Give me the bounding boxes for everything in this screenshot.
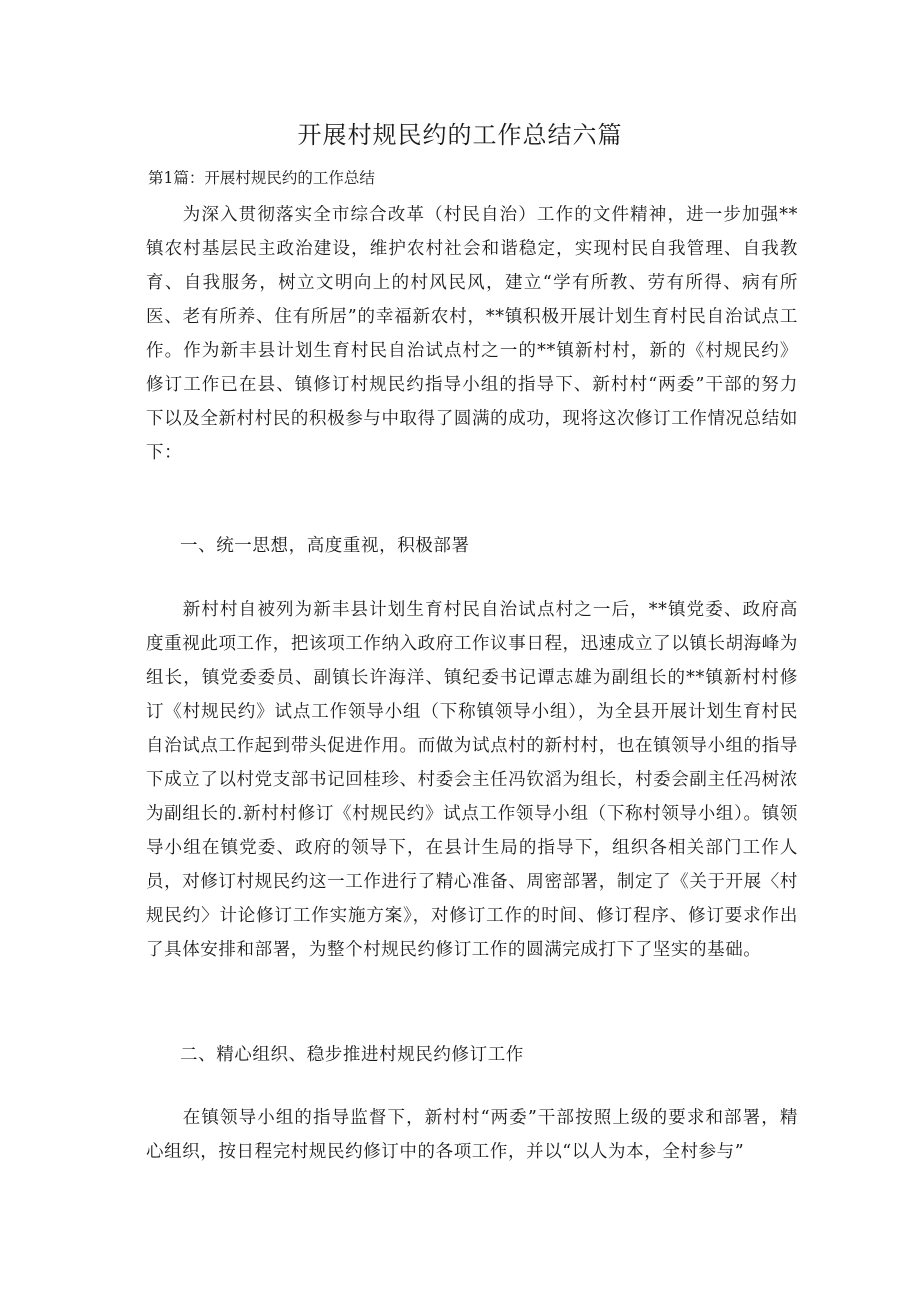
section-heading-1: 一、统一思想，高度重视，积极部署 <box>180 536 470 556</box>
section-heading-2: 二、精心组织、稳步推进村规民约修订工作 <box>180 1045 524 1065</box>
intro-paragraph: 为深入贯彻落实全市综合改革（村民自治）工作的文件精神，进一步加强**镇农村基层民主政治建设，维护农村社会和谐稳定，实现村民自我管理、自我教育、自我服务，树立文明向上的村风民风，建立“学有所教、劳有所得、病有所医、老有所养、住有所居”的幸福新农村，**镇积极开展计划生育村民自治试点工作。作为新丰县计划生育村民自治试点村之一的**镇新村村，新的《村规民约》修订工作已在县、镇修订村规民约指导小组的指导下、新村村“两委”干部的努力下以及全新村村民的积极参与中取得了圆满的成功，现将这次修订工作情况总结如下： <box>146 205 798 463</box>
section-label: 第1篇：开展村规民约的工作总结 <box>148 169 375 187</box>
section-2-paragraph: 在镇领导小组的指导监督下，新村村“两委”干部按照上级的要求和部署，精心组织，按日程完村规民约修订中的各项工作，并以“以人为本，全村参与” <box>146 1108 798 1162</box>
section-1-paragraph: 新村村自被列为新丰县计划生育村民自治试点村之一后，**镇党委、政府高度重视此项工作，把该项工作纳入政府工作议事日程，迅速成立了以镇长胡海峰为组长，镇党委委员、副镇长许海洋、镇纪委书记谭志雄为副组长的**镇新村村修订《村规民约》试点工作领导小组（下称镇领导小组），为全县开展计划生育村民自治试点工作起到带头促进作用。而做为试点村的新村村，也在镇领导小组的指导下成立了以村党支部书记回桂珍、村委会主任冯钦滔为组长，村委会副主任冯树浓为副组长的.新村村修订《村规民约》试点工作领导小组（下称村领导小组）。镇领导小组在镇党委、政府的领导下，在县计生局的指导下，组织各相关部门工作人员，对修订村规民约这一工作进行了精心准备、周密部署，制定了《关于开展〈村规民约〉计论修订工作实施方案》，对修订工作的时间、修订程序、修订要求作出了具体安排和部署，为整个村规民约修订工作的圆满完成打下了坚实的基础。 <box>146 600 798 960</box>
document-title: 开展村规民约的工作总结六篇 <box>297 121 623 149</box>
